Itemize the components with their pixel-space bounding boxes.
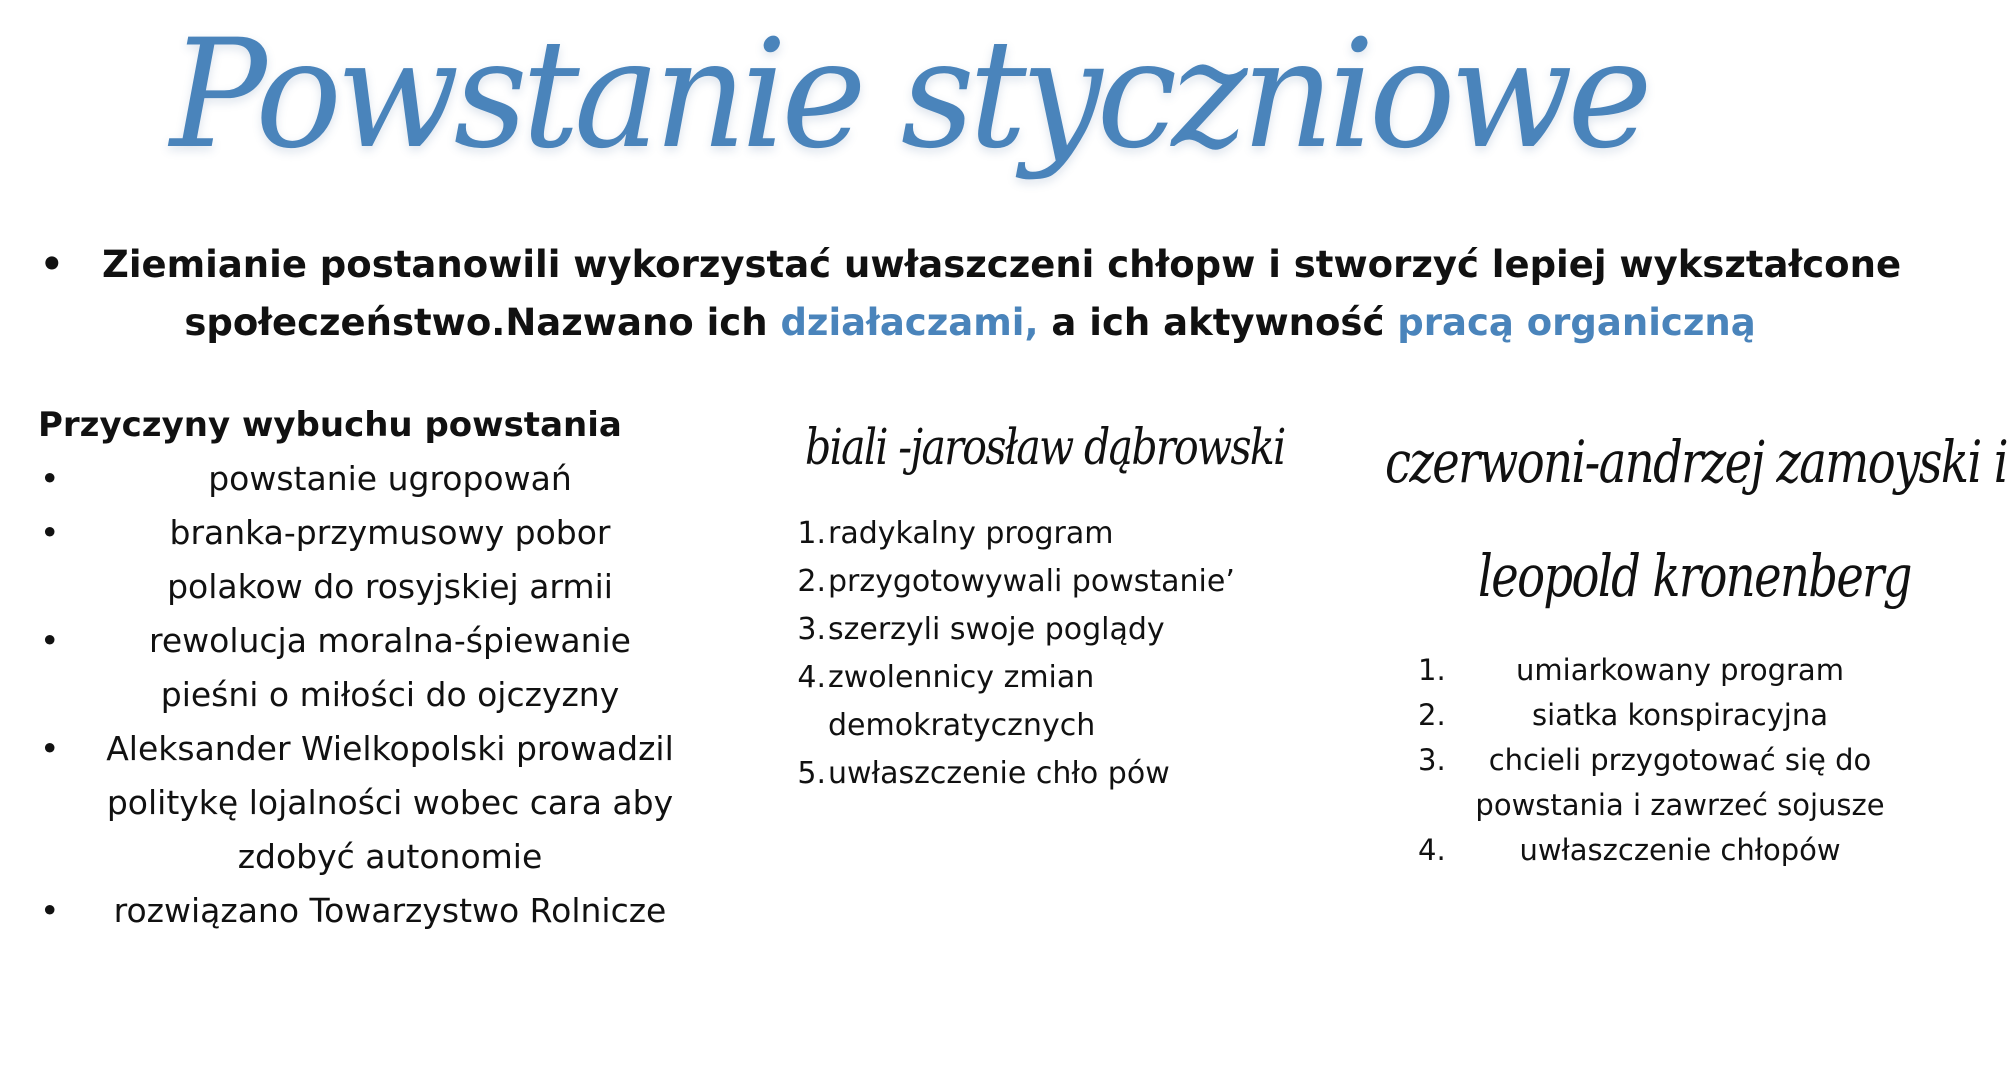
bullet-dot: • [40,891,60,930]
item-number: 2. [797,564,826,599]
item-number: 2. [1418,698,1446,732]
list-item [1410,828,1890,873]
list-item [38,452,680,506]
causes-section [38,398,678,938]
intro-line-1: Ziemianie postanowili wykorzystać uwłaszczeni chłopw i stworzyć lepiej wykształcone [102,243,1902,286]
list-item-text: uwłaszczenie chłopów [1519,833,1841,867]
list-item [38,722,680,884]
bullet-dot: • [40,513,60,552]
red-faction-heading-line-2: leopold kronenberg [1478,542,1911,610]
list-item [790,606,1270,654]
list-item [790,558,1270,606]
list-item-text: chcieli przygotować się do powstania i zawrzeć sojusze [1475,743,1885,822]
list-item-text: uwłaszczenie chło pów [828,756,1170,791]
intro-line-2-start: społeczeństwo.Nazwano ich [184,301,781,344]
list-item-text: siatka konspiracyjna [1531,698,1829,732]
bullet-dot: • [40,459,60,498]
item-number: 3. [1418,743,1446,777]
item-number: 4. [797,660,826,695]
list-item [790,654,1128,750]
list-item-text: branka-przymusowy pobor polakow do rosyjskiej armii [167,513,613,606]
list-item-text: szerzyli swoje poglądy [828,612,1165,647]
list-item-text: przygotowywali powstanie’ [828,564,1235,599]
item-number: 3. [797,612,826,647]
list-item [790,510,1270,558]
intro-line-2-middle: a ich aktywność [1038,301,1398,344]
item-number: 1. [1418,653,1446,687]
red-faction-heading-line-1: czerwoni-andrzej zamoyski i [1385,428,2007,496]
list-item [38,506,680,614]
list-item [38,614,680,722]
intro-bullet: • [40,243,64,286]
page-title: Powstanie styczniowe [170,8,1647,182]
bullet-dot: • [40,621,60,660]
list-item-text: rewolucja moralna-śpiewanie pieśni o miłości do ojczyzny [149,621,631,714]
list-item [790,750,1270,798]
list-item-text: powstanie ugropowań [208,459,572,498]
list-item [1410,693,1890,738]
list-item-text: rozwiązano Towarzystwo Rolnicze [113,891,667,930]
list-item [1410,738,1890,828]
item-number: 5. [797,756,826,791]
item-number: 4. [1418,833,1446,867]
white-faction-list [790,510,1270,798]
causes-list [38,452,678,938]
list-item-text: Aleksander Wielkopolski prowadzil politykę lojalności wobec cara aby zdobyć autonomie [106,729,674,876]
item-number: 1. [797,516,826,551]
white-faction-heading: biali -jarosław dąbrowski [805,418,1285,476]
list-item-text: radykalny program [828,516,1114,551]
highlight-praca-organiczna: pracą organiczną [1397,301,1756,344]
intro-line-2 [30,294,1910,352]
list-item-text: umiarkowany program [1516,653,1844,687]
highlight-dzialacze: działaczami, [780,301,1039,344]
red-faction-list [1410,648,1890,873]
list-item [1410,648,1890,693]
causes-heading: Przyczyny wybuchu powstania [38,405,622,445]
list-item [38,884,680,938]
bullet-dot: • [40,729,60,768]
list-item-text: zwolennicy zmian demokratycznych [828,660,1096,743]
